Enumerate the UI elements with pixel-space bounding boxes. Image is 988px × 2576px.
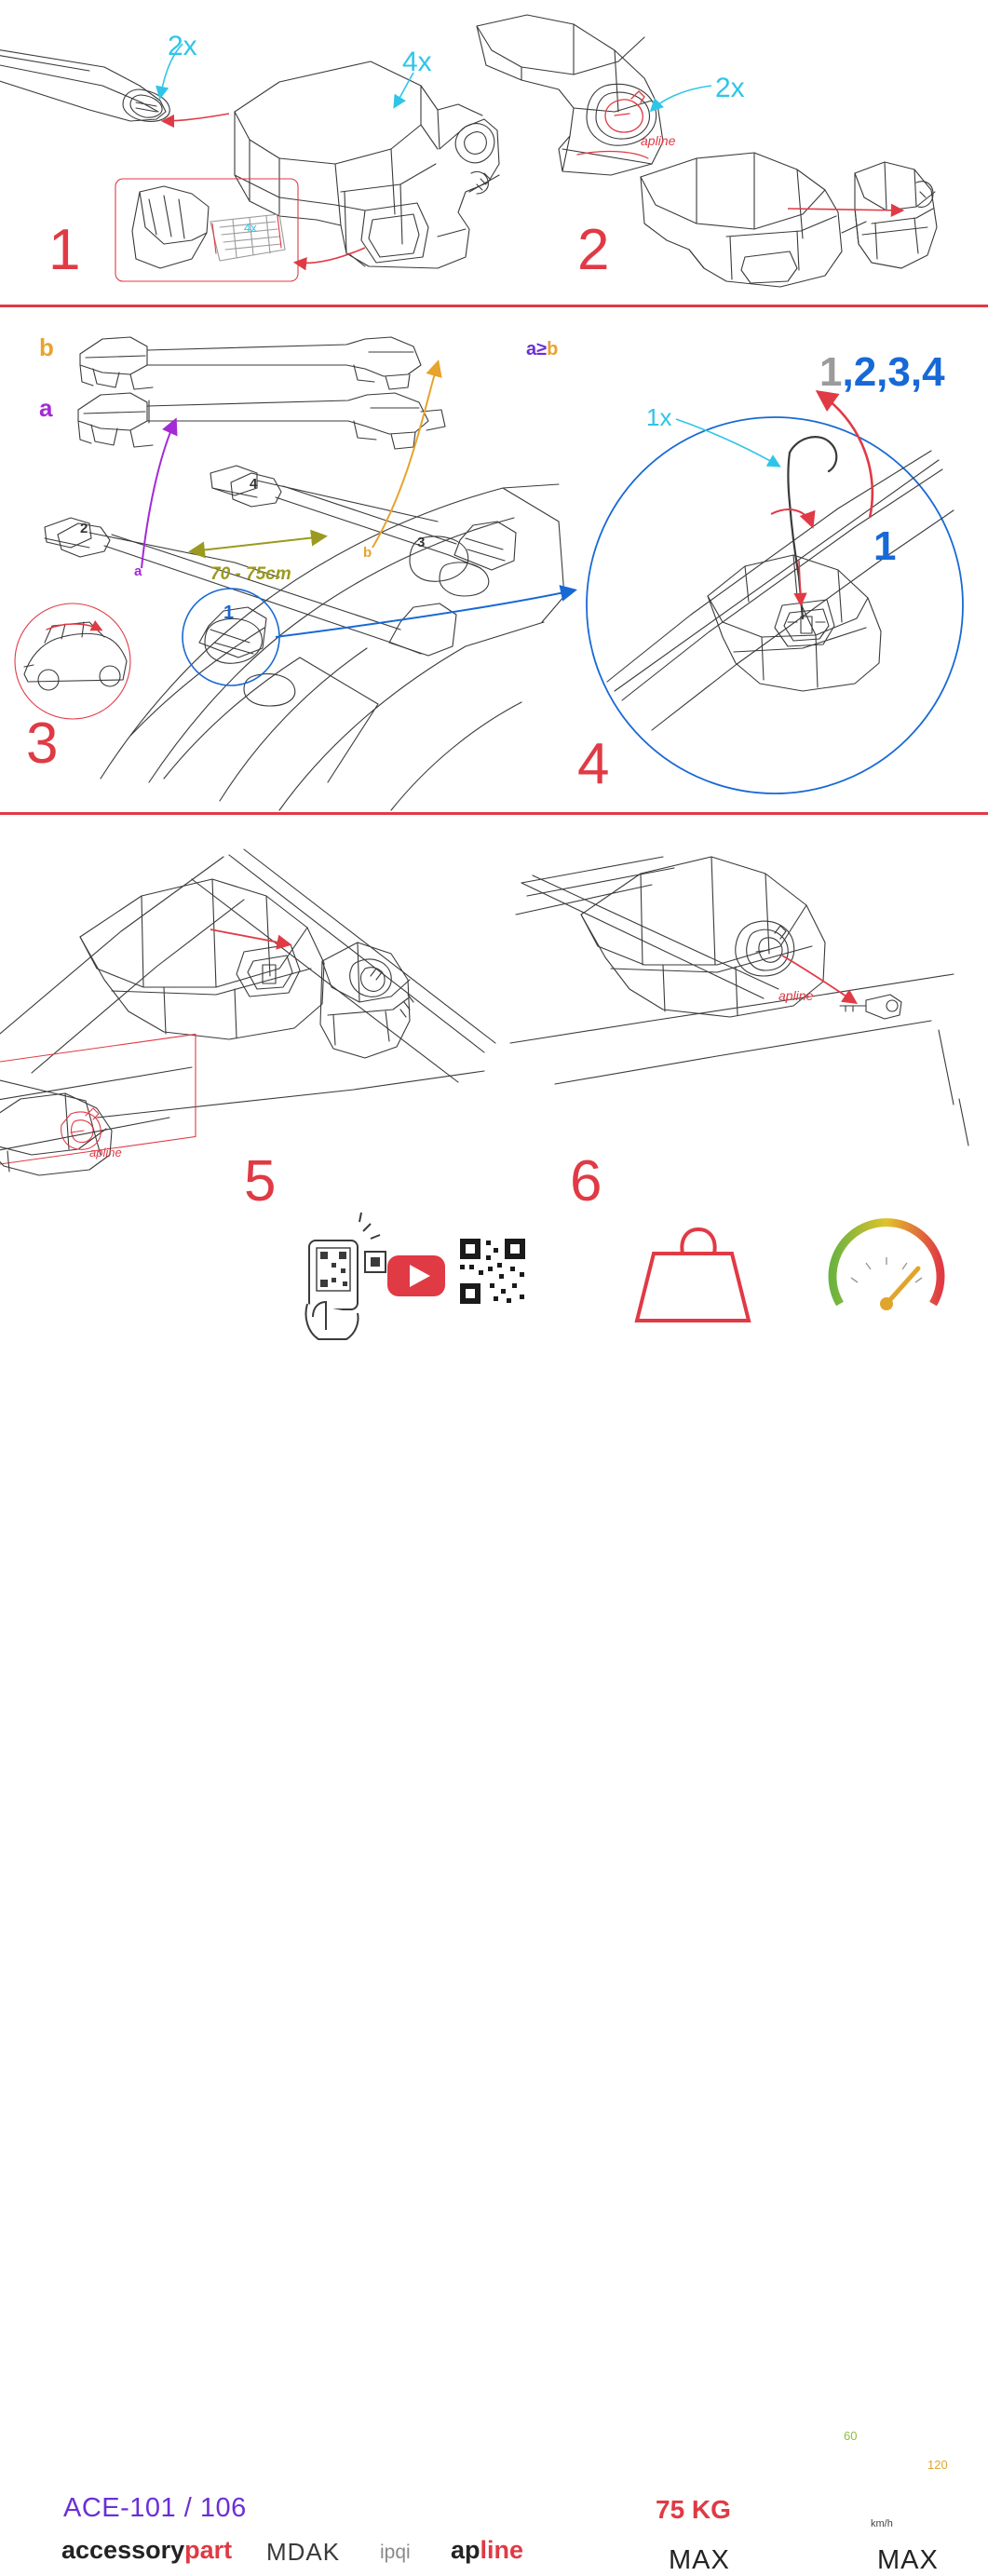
brand-mdak: MDAK <box>266 2538 341 2566</box>
distance-label: 70 - 75cm <box>210 564 291 584</box>
condition-label <box>526 340 558 359</box>
sequence-rest: ,2,3,4 <box>842 349 945 395</box>
bar-label-a: a <box>39 394 53 422</box>
quantity-label-foot: 4x <box>402 47 432 77</box>
footer <box>0 1215 988 2575</box>
condition-operator: ≥ <box>536 339 548 359</box>
step-number-3: 3 <box>26 712 60 776</box>
mount-mark-b: b <box>363 545 372 561</box>
brand-accessorypart-part1: accessory <box>61 2536 185 2564</box>
mount-mark-4: 4 <box>250 476 258 492</box>
condition-a: a <box>526 339 537 359</box>
mount-mark-3: 3 <box>417 535 426 550</box>
mount-mark-a: a <box>134 563 142 579</box>
section-divider-2 <box>0 812 988 815</box>
quantity-label-tool: 1x <box>646 403 672 431</box>
max-weight-value: 75 KG <box>656 2495 731 2524</box>
brand-accessorypart-part2: part <box>184 2536 233 2564</box>
mount-mark-1: 1 <box>223 603 235 623</box>
product-model-code: ACE-101 / 106 <box>63 2493 247 2523</box>
speed-unit-label: km/h <box>871 2518 893 2529</box>
step-number-1: 1 <box>48 218 82 282</box>
bar-label-b: b <box>39 333 54 361</box>
brand-apline-part2: line <box>480 2536 524 2564</box>
max-speed-label: MAX <box>877 2545 939 2575</box>
step-number-4: 4 <box>577 732 611 796</box>
quantity-label-inset: 4x <box>244 221 257 235</box>
brand-apline <box>451 2536 523 2565</box>
step-number-2: 2 <box>577 218 611 282</box>
step-number-6: 6 <box>570 1149 603 1213</box>
tighten-sequence-label <box>819 349 945 395</box>
brand-accessorypart <box>61 2536 232 2565</box>
brand-apline-part1: ap <box>451 2536 480 2564</box>
section-divider-1 <box>0 305 988 307</box>
svg-text:apline: apline <box>89 1146 122 1159</box>
gauge-min-label: 60 <box>844 2429 858 2443</box>
condition-b: b <box>547 339 559 359</box>
gauge-max-label: 120 <box>927 2458 948 2472</box>
quantity-label-lock: 2x <box>715 73 745 103</box>
quantity-label-bar: 2x <box>168 31 197 61</box>
max-weight-label: MAX <box>669 2545 730 2575</box>
mount-mark-2: 2 <box>80 521 88 536</box>
sequence-first: 1 <box>819 349 843 395</box>
current-step-indicator: 1 <box>873 523 897 569</box>
svg-text:apline: apline <box>778 988 814 1003</box>
step-number-5: 5 <box>244 1149 277 1213</box>
brand-ipqi: ipqi <box>380 2542 411 2563</box>
svg-text:apline: apline <box>641 133 676 148</box>
